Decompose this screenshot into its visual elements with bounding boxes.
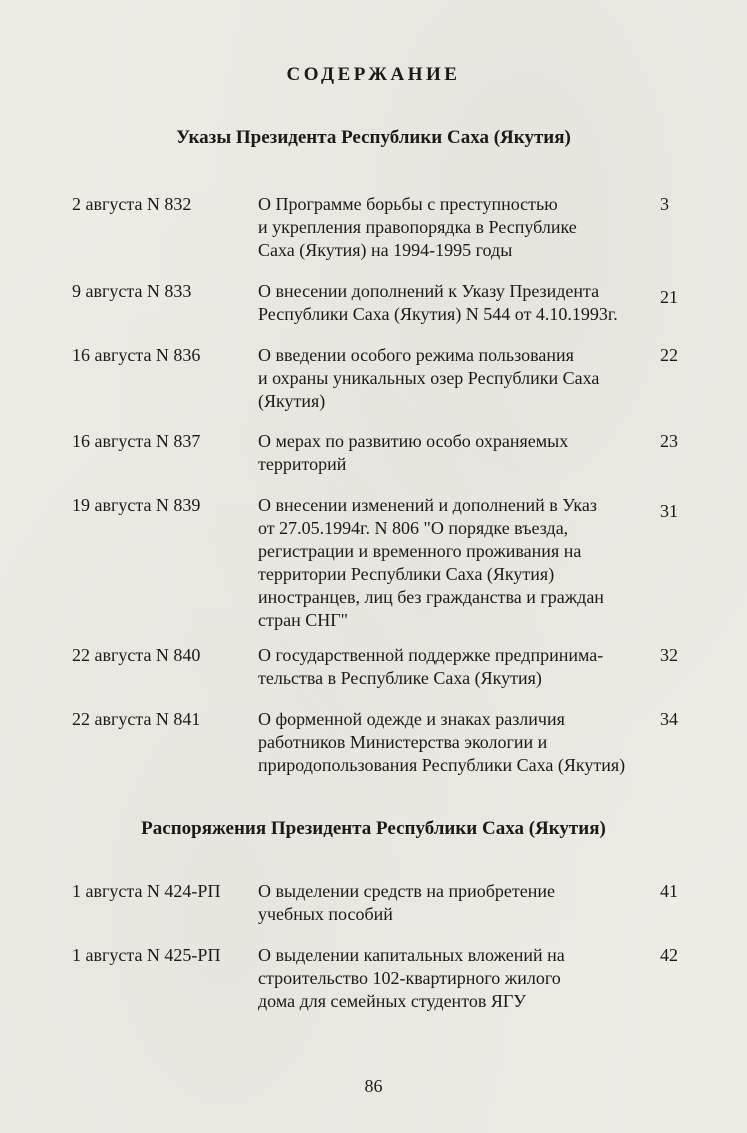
entry-line: О внесении дополнений к Указу Президента [258, 281, 600, 301]
entry-date: 22 августа N 840 [72, 645, 201, 665]
section-heading-decrees: Указы Президента Республики Саха (Якутия) [176, 127, 571, 148]
entry-line: от 27.05.1994г. N 806 "О порядке въезда, [258, 518, 569, 538]
entry-description [258, 344, 643, 413]
entry-page-number: 23 [660, 431, 678, 451]
entry-page-number: 32 [660, 645, 678, 665]
entry-description [258, 708, 643, 777]
entry-page-number: 41 [660, 881, 678, 901]
entry-line: О выделении капитальных вложений на [258, 945, 565, 965]
entry-line: (Якутия) [258, 391, 326, 411]
entry-description [258, 430, 643, 476]
entry-line: и охраны уникальных озер Республики Саха [258, 368, 600, 388]
entry-line: О мерах по развитию особо охраняемых [258, 431, 569, 451]
entry-line: территории Республики Саха (Якутия) [258, 564, 555, 584]
entry-date: 16 августа N 836 [72, 345, 201, 365]
entry-date: 19 августа N 839 [72, 495, 201, 515]
entry-line: О введении особого режима пользования [258, 345, 574, 365]
entry-description [258, 644, 643, 690]
entry-date: 16 августа N 837 [72, 431, 201, 451]
entry-line: О внесении изменений и дополнений в Указ [258, 495, 597, 515]
entry-page-number: 31 [660, 501, 678, 521]
entry-description [258, 280, 643, 326]
entry-line: О государственной поддержке предпринима- [258, 645, 604, 665]
entry-page-number: 22 [660, 345, 678, 365]
entry-line: О форменной одежде и знаках различия [258, 709, 565, 729]
entry-line: строительство 102-квартирного жилого [258, 968, 561, 988]
entry-line: стран СНГ" [258, 610, 348, 630]
entry-line: и укрепления правопорядка в Республике [258, 217, 577, 237]
entry-date: 1 августа N 424-РП [72, 881, 221, 901]
entry-page-number: 21 [660, 287, 678, 307]
entry-page-number: 34 [660, 709, 678, 729]
page-number: 86 [364, 1076, 383, 1096]
entry-line: работников Министерства экологии и [258, 732, 548, 752]
entry-description [258, 944, 643, 1013]
entry-line: иностранцев, лиц без гражданства и граждан [258, 587, 604, 607]
entry-line: О Программе борьбы с преступностью [258, 194, 558, 214]
section-heading-orders: Распоряжения Президента Республики Саха (Якутия) [141, 818, 606, 839]
entry-date: 2 августа N 832 [72, 194, 192, 214]
entry-description [258, 880, 643, 926]
entry-date: 9 августа N 833 [72, 281, 192, 301]
entry-description [258, 193, 643, 262]
entry-page-number: 3 [660, 194, 669, 214]
entry-description [258, 494, 643, 632]
entry-date: 22 августа N 841 [72, 709, 201, 729]
entry-line: природопользования Республики Саха (Якутия) [258, 755, 626, 775]
entry-line: Саха (Якутия) на 1994-1995 годы [258, 240, 513, 260]
entry-line: тельства в Республике Саха (Якутия) [258, 668, 542, 688]
entry-line: дома для семейных студентов ЯГУ [258, 991, 526, 1011]
page-title: СОДЕРЖАНИЕ [286, 64, 461, 85]
entry-page-number: 42 [660, 945, 678, 965]
entry-date: 1 августа N 425-РП [72, 945, 221, 965]
entry-line: Республики Саха (Якутия) N 544 от 4.10.1993г. [258, 304, 618, 324]
entry-line: регистрации и временного проживания на [258, 541, 582, 561]
entry-line: учебных пособий [258, 904, 393, 924]
entry-line: территорий [258, 454, 347, 474]
entry-line: О выделении средств на приобретение [258, 881, 556, 901]
